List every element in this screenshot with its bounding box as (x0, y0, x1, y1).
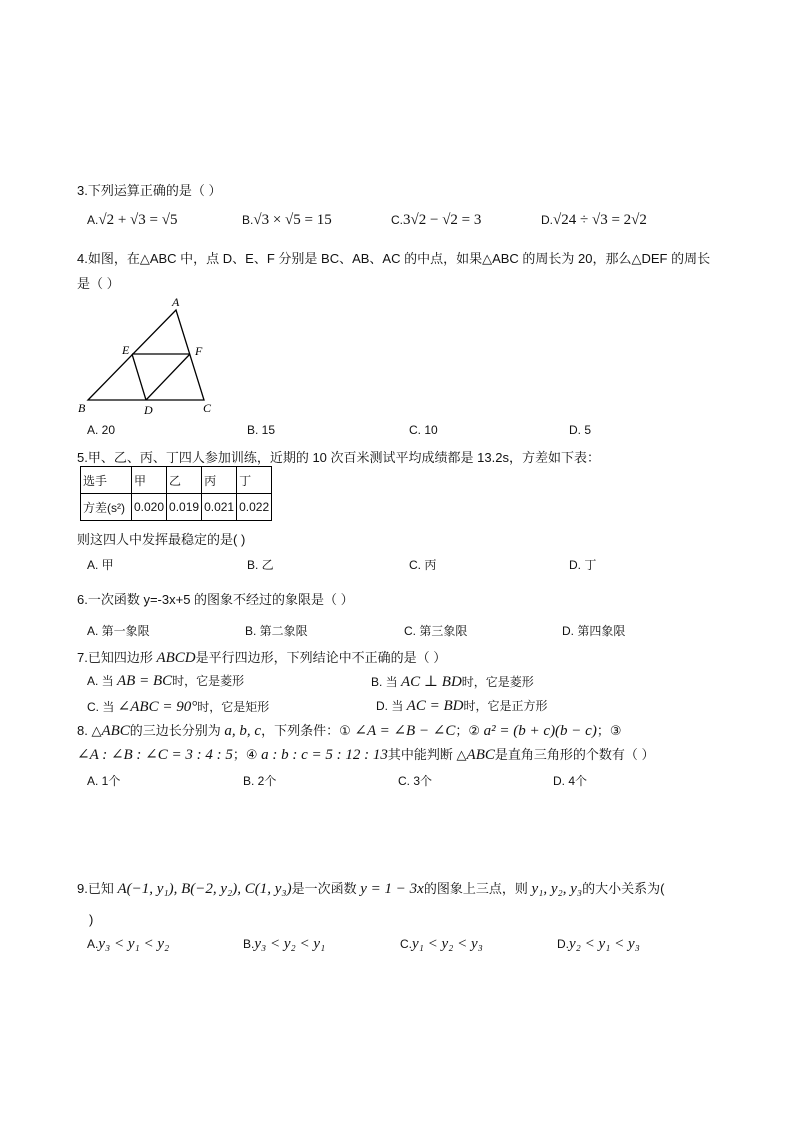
q9-variables: y₁, y₂, y₃ (531, 881, 583, 897)
q8-condition-4: a : b : c = 5 : 12 : 13 (261, 747, 388, 763)
q5-stem: 5.甲、乙、丙、丁四人参加训练，近期的 10 次百米测试平均成绩都是 13.2s，方差如下表： (77, 450, 600, 465)
q8-option-b: B. 2个 (243, 774, 277, 788)
q9-stem-line1: 9.已知 A(−1, y₁), B(−2, y₂), C(1, y₃)是一次函数 y = 1 − 3x的图象上三点，则 y₁, y₂, y₃的大小关系为( (77, 881, 665, 897)
triangle-figure (72, 292, 232, 418)
q7-option-b: B. 当 AC ⊥ BD时，它是菱形 (371, 674, 534, 690)
q8-stem-line1: 8. △ABC的三边长分别为 a, b, c，下列条件：① ∠A = ∠B − ∠C；② a² = (b + c)(b − c)；③ (77, 723, 622, 739)
q5-option-c: C. 丙 (409, 558, 437, 572)
q5-option-a: A. 甲 (87, 558, 114, 572)
q9-option-d: D.y₂ < y₁ < y₃ (557, 936, 640, 952)
q8-stem-line2: ∠A : ∠B : ∠C = 3 : 4 : 5；④ a : b : c = 5 : 12 : 13其中能判断 △ABC是直角三角形的个数有（ ） (77, 747, 655, 763)
q8-option-d: D. 4个 (553, 774, 588, 788)
table-row (81, 494, 272, 521)
q3-option-d: D.√24 ÷ √3 = 2√2 (541, 212, 647, 228)
q9-option-a: A.y₃ < y₁ < y₂ (87, 936, 170, 952)
q9-option-c: C.y₁ < y₂ < y₃ (400, 936, 483, 952)
q6-option-c: C. 第三象限 (404, 624, 468, 638)
q4-option-c: C. 10 (409, 423, 438, 437)
q8-option-c: C. 3个 (398, 774, 433, 788)
q3-option-c: C.3√2 − √2 = 3 (391, 212, 482, 228)
table-header-cell: 选手 (81, 467, 132, 494)
q9-function: y = 1 − 3x (360, 881, 424, 897)
segment-ed (132, 354, 146, 400)
q4-stem-line1: 4.如图，在△ABC 中，点 D、E、F 分别是 BC、AB、AC 的中点，如果△ABC 的周长为 20，那么△DEF 的周长 (77, 251, 711, 266)
table-cell: 0.020 (132, 494, 167, 521)
q8-option-a: A. 1个 (87, 774, 121, 788)
table-cell: 0.019 (167, 494, 202, 521)
label-d: D (144, 403, 153, 417)
q3-option-b-expr: √3 × √5 = 15 (253, 212, 332, 228)
segment-fd (146, 354, 190, 400)
q3-stem: 3.下列运算正确的是（ ） (77, 183, 222, 198)
q7-quad-name: ABCD (156, 650, 196, 666)
q3-option-a-expr: √2 + √3 = √5 (98, 212, 178, 228)
q3-option-c-expr: 3√2 − √2 = 3 (403, 212, 482, 228)
q4-option-d: D. 5 (569, 423, 592, 437)
q3-option-a: A.√2 + √3 = √5 (87, 212, 178, 228)
q7-stem: 7.已知四边形 ABCD是平行四边形，下列结论中不正确的是（ ） (77, 650, 447, 666)
table-header-row (81, 467, 272, 494)
table-header-cell: 丙 (202, 467, 237, 494)
table-row-label: 方差(s²) (81, 494, 132, 521)
label-a: A (172, 295, 180, 309)
table-cell: 0.021 (202, 494, 237, 521)
label-f: F (195, 344, 203, 358)
table-header-cell: 乙 (167, 467, 202, 494)
q3-option-d-expr: √24 ÷ √3 = 2√2 (553, 212, 647, 228)
q3-option-b: B.√3 × √5 = 15 (242, 212, 332, 228)
label-c: C (203, 401, 212, 415)
q4-option-a: A. 20 (87, 423, 116, 437)
label-e: E (122, 343, 130, 357)
label-b: B (78, 401, 86, 415)
q5-question: 则这四人中发挥最稳定的是( ) (77, 532, 246, 547)
triangle-abc (88, 310, 204, 400)
q6-stem: 6.一次函数 y=-3x+5 的图象不经过的象限是（ ） (77, 592, 354, 607)
q6-option-d: D. 第四象限 (562, 624, 626, 638)
q9-option-b: B.y₃ < y₂ < y₁ (243, 936, 326, 952)
table-header-cell: 甲 (132, 467, 167, 494)
q4-option-b: B. 15 (247, 423, 276, 437)
table-header-cell: 丁 (237, 467, 272, 494)
q7-option-a: A. 当 AB = BC时，它是菱形 (87, 673, 245, 689)
q6-option-b: B. 第二象限 (245, 624, 308, 638)
q4-stem-line2: 是（ ） (77, 276, 120, 291)
q8-condition-3: ∠A : ∠B : ∠C = 3 : 4 : 5 (77, 747, 233, 763)
q7-option-d: D. 当 AC = BD时，它是正方形 (376, 698, 548, 714)
variance-table (80, 466, 272, 521)
q8-condition-1: ∠A = ∠B − ∠C (354, 723, 456, 739)
q7-option-c: C. 当 ∠ABC = 90°时，它是矩形 (87, 699, 270, 715)
q8-condition-2: a² = (b + c)(b − c) (483, 723, 597, 739)
q5-option-b: B. 乙 (247, 558, 274, 572)
q9-stem-line2: ) (89, 912, 94, 927)
q5-option-d: D. 丁 (569, 558, 597, 572)
table-cell: 0.022 (237, 494, 272, 521)
q6-option-a: A. 第一象限 (87, 624, 150, 638)
q9-points: A(−1, y₁), B(−2, y₂), C(1, y₃) (117, 881, 292, 897)
